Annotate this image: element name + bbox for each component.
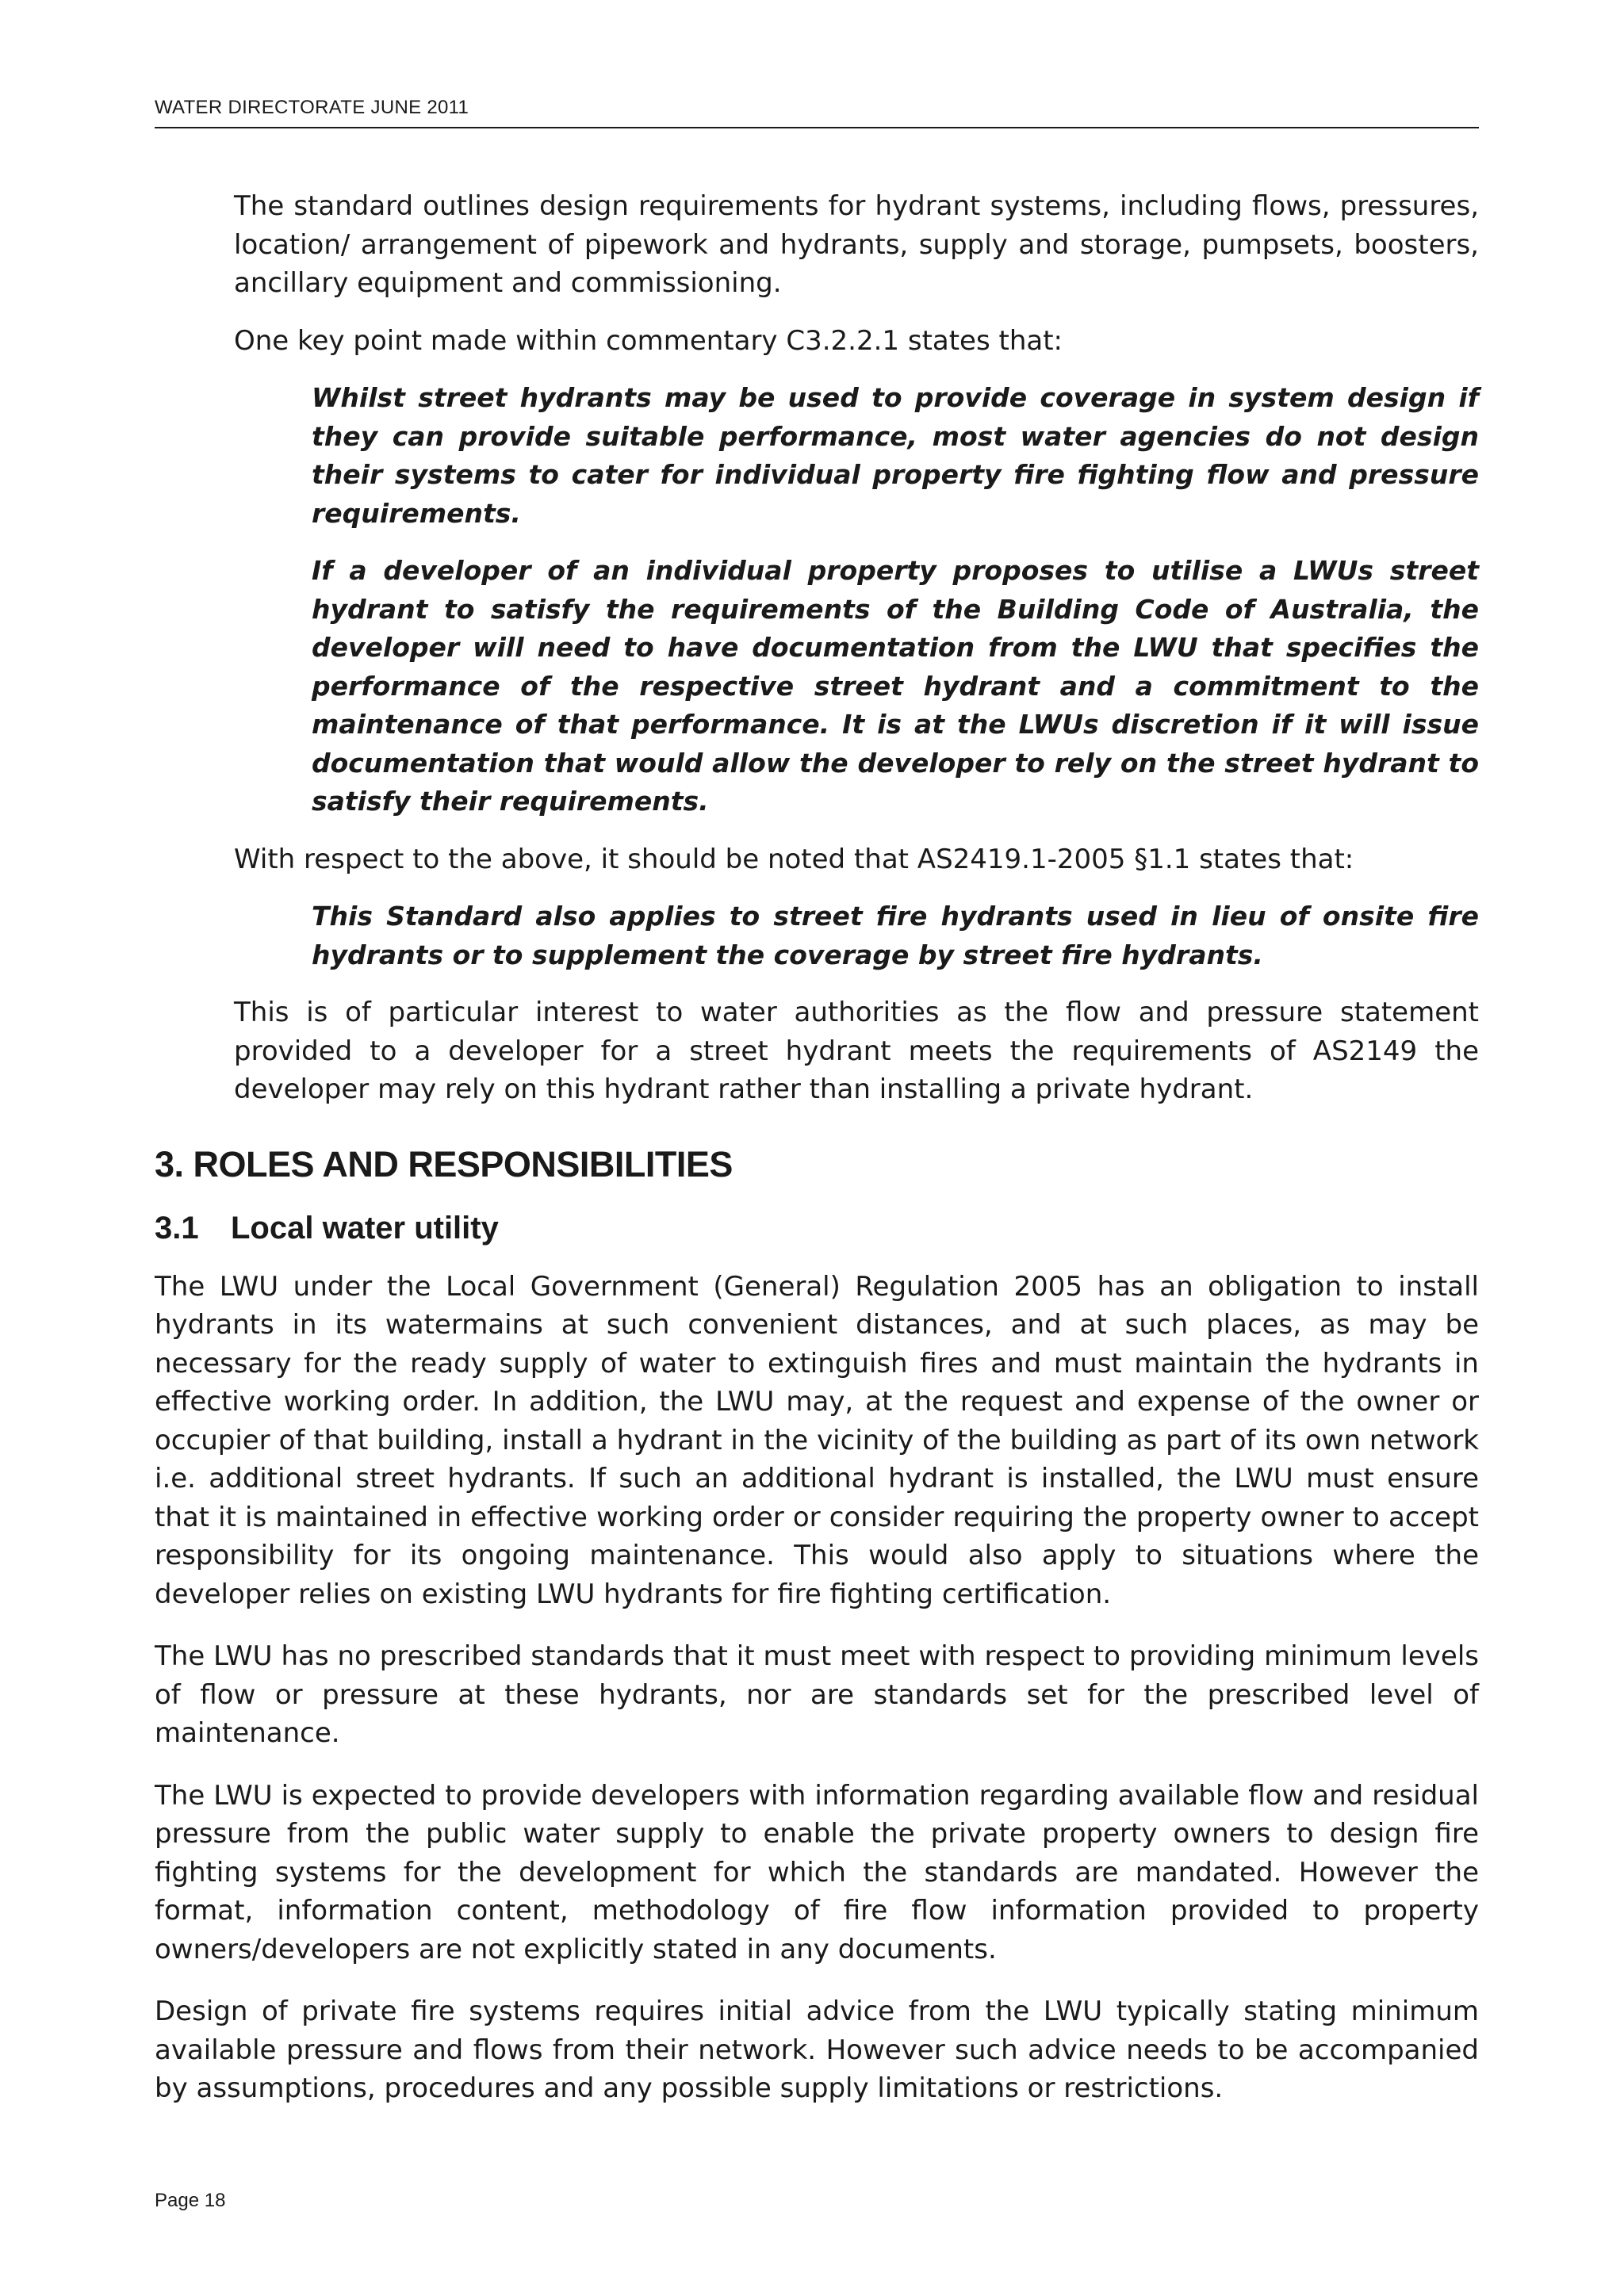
paragraph-lwu-obligation: The LWU under the Local Government (General) Regulation 2005 has an obligation to install hydrants in its watermains at such convenient distances, and at such places, as may be necessary for the ready supply of water to extinguish fires and must maintain the hydrants in effective working order. In addition, the LWU may, at the request and expense of the owner or occupier of that building, install a hydrant in the vicinity of the building as part of its own network i.e. additional street hydrants. If such an additional hydrant is installed, the LWU must ensure that it is maintained in effective working order or consider requiring the property owner to accept responsibility for its ongoing maintenance. This would also apply to situations where the developer relies on existing LWU hydrants for fire fighting certification.: [155, 1270, 1479, 1610]
paragraph-as2419-intro: With respect to the above, it should be noted that AS2419.1-2005 §1.1 states that:: [234, 843, 1354, 875]
page-content: [155, 187, 1479, 2108]
paragraph-commentary-intro: One key point made within commentary C3.2.2.1 states that:: [234, 324, 1063, 357]
paragraph-private-fire-design: Design of private fire systems requires initial advice from the LWU typically stating minimum available pressure and flows from their network. However such advice needs to be accompanied by assumptions, procedures and any possible supply limitations or restrictions.: [155, 1996, 1479, 2104]
running-header: WATER DIRECTORATE JUNE 2011: [155, 97, 1479, 128]
paragraph-lwu-information: The LWU is expected to provide developers with information regarding available flow and residual pressure from the public water supply to enable the private property owners to design fire fighting systems for the development for which the standards are mandated. However the format, information content, methodology of fire flow information provided to property owners/developers are not explicitly stated in any documents.: [155, 1779, 1479, 1965]
subsection-heading-local-water-utility: [155, 1206, 1479, 1250]
subsection-title: Local water utility: [231, 1210, 499, 1246]
paragraph-water-authorities-interest: This is of particular interest to water authorities as the flow and pressure statement provided to a developer for a street hydrant meets the requirements of AS2149 the developer may rely on this hydrant rather than installing a private hydrant.: [234, 997, 1479, 1105]
paragraph-lwu-no-standards: The LWU has no prescribed standards that it must meet with respect to providing minimum levels of flow or pressure at these hydrants, nor are standards set for the prescribed level of maintenance.: [155, 1640, 1479, 1749]
page-number: Page 18: [155, 2190, 226, 2211]
paragraph-standard-outline: The standard outlines design requirements for hydrant systems, including flows, pressures, location/ arrangement of pipework and hydrants, supply and storage, pumpsets, boosters, ancillary equipment and commissioning.: [234, 190, 1479, 299]
section-heading-roles: 3. ROLES AND RESPONSIBILITIES: [155, 1143, 733, 1184]
quote-street-hydrants-coverage: Whilst street hydrants may be used to provide coverage in system design if they can provide suitable performance, most water agencies do not design their systems to cater for individual property fire fighting flow and pressure requirements.: [312, 382, 1479, 529]
quote-developer-documentation: If a developer of an individual property proposes to utilise a LWUs street hydrant to satisfy the requirements of the Building Code of Australia, the developer will need to have documentation from the LWU that specifies the performance of the respective street hydrant and a commitment to the maintenance of that performance. It is at the LWUs discretion if it will issue documentation that would allow the developer to rely on the street hydrant to satisfy their requirements.: [312, 555, 1479, 817]
subsection-number: 3.1: [155, 1210, 199, 1246]
quote-as2419-scope: This Standard also applies to street fire hydrants used in lieu of onsite fire hydrants or to supplement the coverage by street fire hydrants.: [312, 901, 1479, 970]
